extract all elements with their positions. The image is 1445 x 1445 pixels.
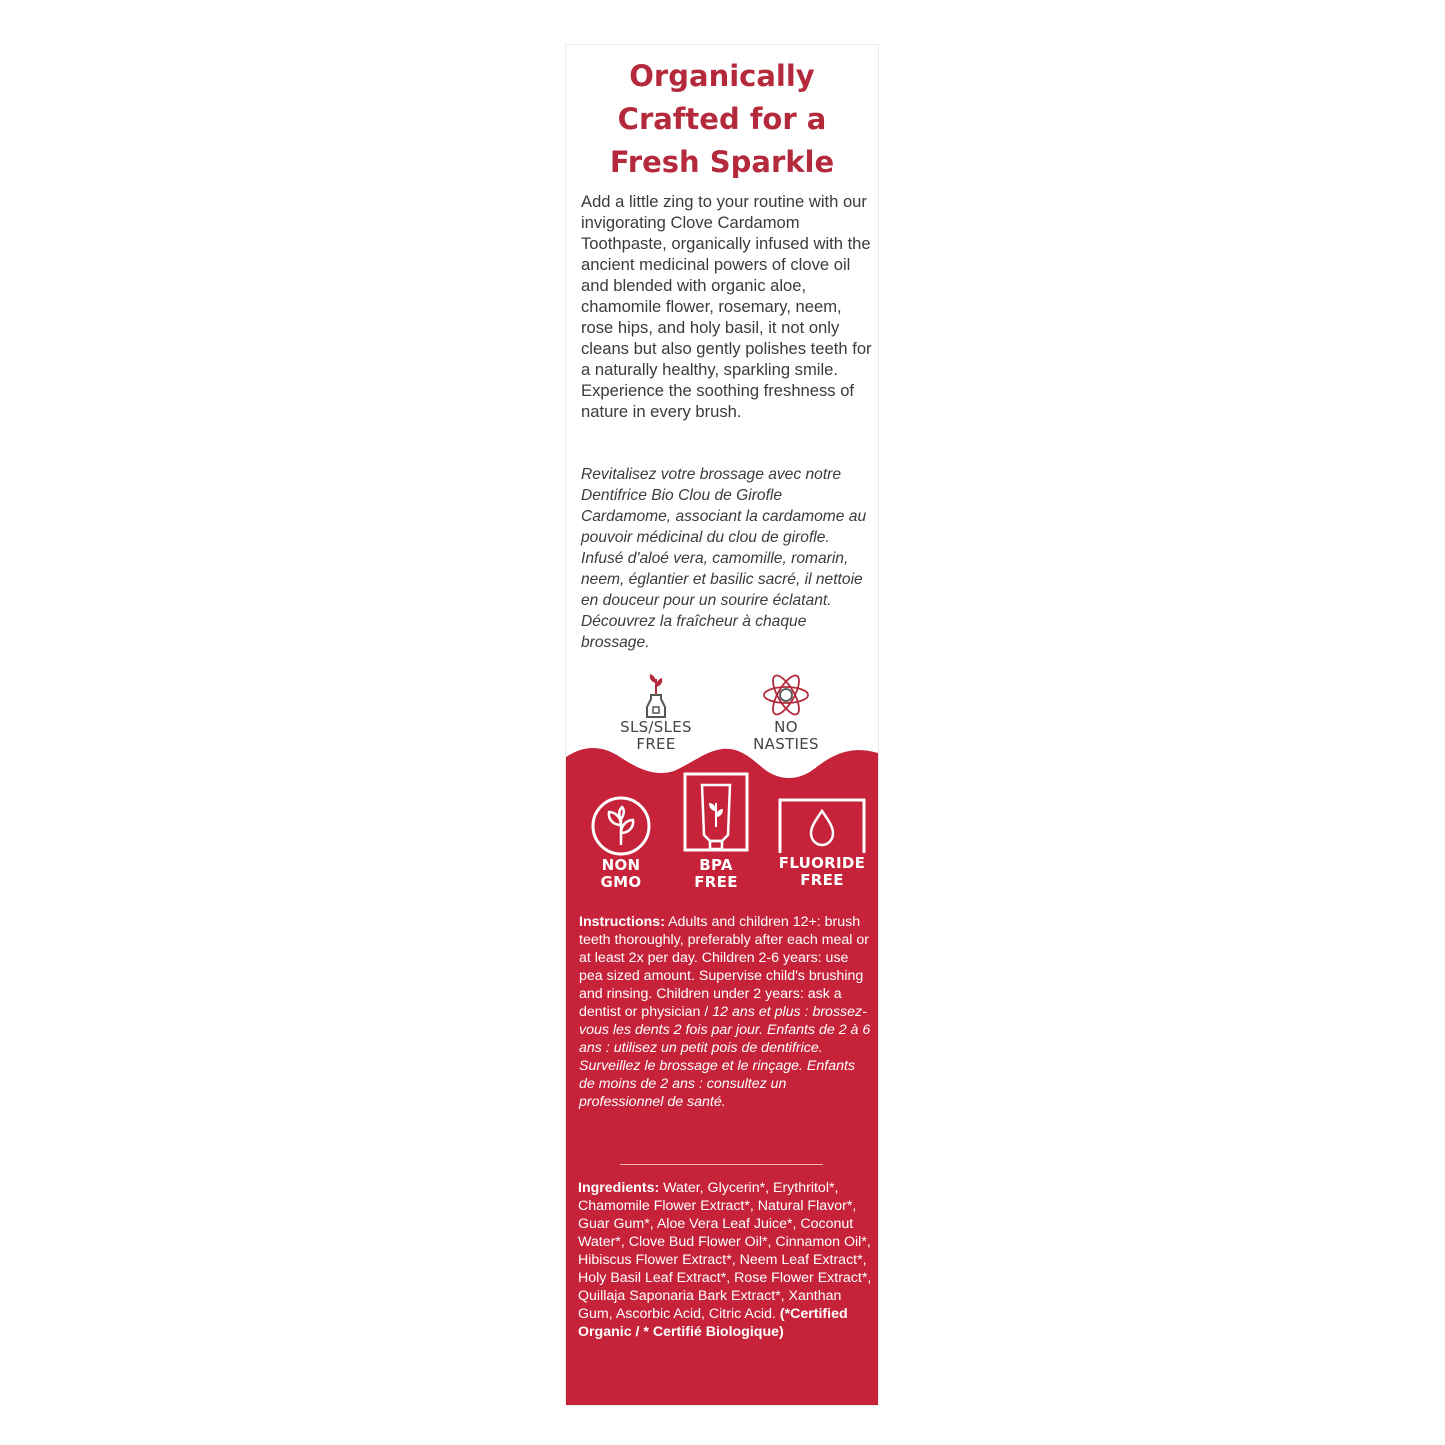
headline-line-2: Crafted for a (617, 102, 827, 136)
badge-sls-free (608, 671, 704, 753)
headline-line-3: Fresh Sparkle (609, 145, 835, 179)
description-french: Revitalisez votre brossage avec notre Dentifrice Bio Clou de Girofle Cardamome, associant la cardamome au pouvoir médicinal du clou de girofle. Infusé d'aloé vera, camomille, romarin, neem, églantier et basilic sacré, il nettoie en douceur pour un sourire éclatant. Découvrez la fraîcheur à chaque brossage. (581, 466, 867, 651)
badge-nasties-line2: NASTIES (753, 735, 819, 753)
instructions-text (579, 913, 871, 1111)
badge-gmo-line1: NON (601, 856, 641, 874)
atom-icon (761, 671, 811, 719)
badge-bpa-line1: BPA (699, 856, 733, 874)
headline-line-1: Organically (629, 59, 815, 93)
instructions-french: 12 ans et plus : brossez-vous les dents 2 fois par jour. Enfants de 2 à 6 ans : utilisez un petit pois de dentifrice. Surveillez le brossage et le rinçage. Enfants de moins de 2 ans : consultez un professionnel de santé. (579, 1004, 871, 1110)
instructions-label: Instructions: (579, 914, 665, 930)
headline (566, 55, 878, 184)
ingredients-list: Water, Glycerin*, Erythritol*, Chamomile Flower Extract*, Natural Flavor*, Guar Gum*, Aloe Vera Leaf Juice*, Coconut Water*, Clove Bud Flower Oil*, Cinnamon Oil*, Hibiscus Flower Extract*, Neem Leaf Extract*, Holy Basil Leaf Extract*, Rose Flower Extract*, Quillaja Saponaria Bark Extract*, Xanthan Gum, Ascorbic Acid, Citric Acid. (578, 1180, 872, 1322)
ingredients-text (578, 1179, 872, 1341)
instructions-english: Adults and children 12+: brush teeth thoroughly, preferably after each meal or at least 2x per day. Children 2-6 years: use pea sized amount. Supervise child's brushing and rinsing. Children under 2 years: ask a dentist or physician / (579, 914, 869, 1020)
badge-fluoride-line2: FREE (800, 871, 844, 889)
leaf-icon (589, 795, 653, 857)
ingredients-label: Ingredients: (578, 1180, 660, 1196)
badge-fluoride-line1: FLUORIDE (778, 854, 866, 872)
badge-no-nasties (738, 671, 834, 753)
description-english: Add a little zing to your routine with our invigorating Clove Cardamom Toothpaste, organically infused with the ancient medicinal powers of clove oil and blended with organic aloe, chamomile flower, rosemary, neem, rose hips, and holy basil, it not only cleans but also gently polishes teeth for a naturally healthy, sparkling smile. Experience the soothing freshness of nature in every brush. (581, 192, 872, 421)
plant-bottle-icon (640, 671, 672, 719)
product-box-side-panel (566, 45, 878, 1405)
badge-gmo-line2: GMO (600, 873, 642, 891)
badge-sls-line2: FREE (636, 735, 676, 753)
badge-bpa-free (674, 771, 758, 891)
badge-sls-line1: SLS/SLES (620, 718, 692, 736)
tube-icon (682, 771, 750, 857)
section-divider (620, 1164, 823, 1165)
ingredients-organic-note: (*Certified Organic / * Certifié Biologique) (578, 1306, 848, 1340)
badge-fluoride-free (772, 797, 872, 889)
badge-non-gmo (580, 795, 662, 891)
badge-bpa-line2: FREE (694, 873, 738, 891)
water-drop-icon (777, 797, 867, 855)
badge-nasties-line1: NO (774, 718, 798, 736)
